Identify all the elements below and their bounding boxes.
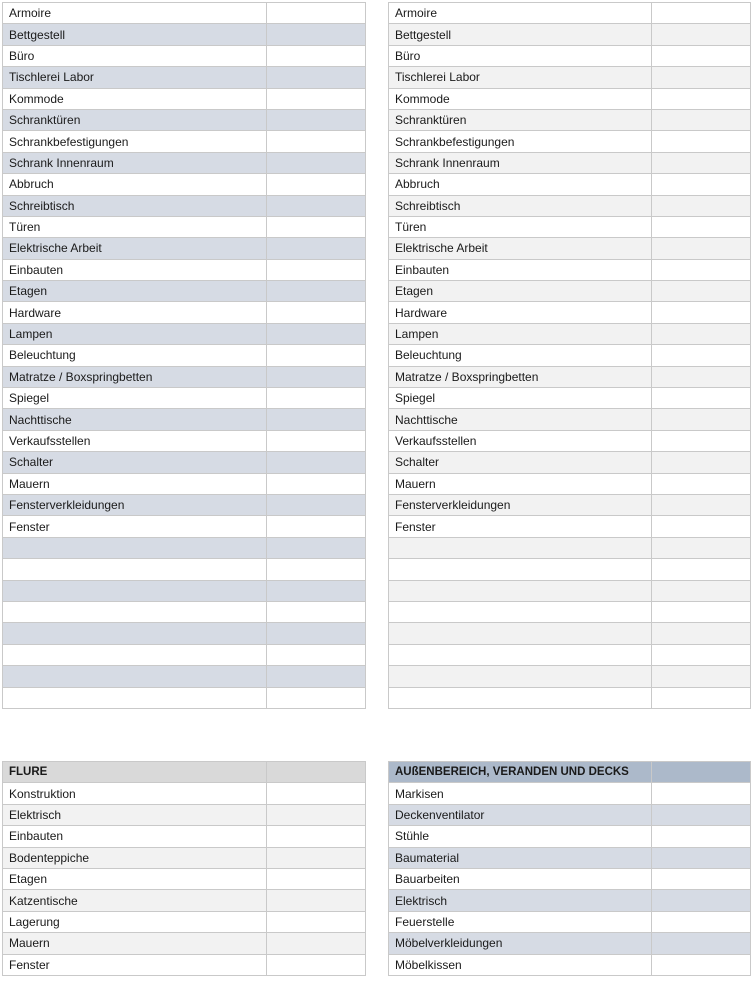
table-row xyxy=(389,345,751,366)
item-value-cell[interactable] xyxy=(267,345,366,366)
item-label: Mauern xyxy=(389,473,652,494)
item-value-cell[interactable] xyxy=(652,24,751,45)
item-label: Schrankbefestigungen xyxy=(3,131,267,152)
item-label: Lampen xyxy=(3,323,267,344)
table-row xyxy=(3,954,366,975)
item-value-cell[interactable] xyxy=(267,559,366,580)
table-row xyxy=(3,473,366,494)
table-row xyxy=(389,152,751,173)
table-row xyxy=(389,409,751,430)
item-value-cell[interactable] xyxy=(267,302,366,323)
table-row xyxy=(389,88,751,109)
table-row xyxy=(389,644,751,665)
table-row xyxy=(3,933,366,954)
item-value-cell[interactable] xyxy=(652,687,751,708)
item-value-cell[interactable] xyxy=(267,131,366,152)
item-label: Elektrische Arbeit xyxy=(389,238,652,259)
item-label: Verkaufsstellen xyxy=(389,430,652,451)
table-row xyxy=(3,537,366,558)
item-value-cell[interactable] xyxy=(652,666,751,687)
item-label xyxy=(389,644,652,665)
table-row xyxy=(3,494,366,515)
item-label: Fensterverkleidungen xyxy=(389,494,652,515)
item-value-cell[interactable] xyxy=(267,494,366,515)
item-label: Türen xyxy=(3,216,267,237)
table-row xyxy=(389,216,751,237)
table-row xyxy=(3,868,366,889)
item-value-cell[interactable] xyxy=(652,216,751,237)
table-row xyxy=(389,559,751,580)
table-row xyxy=(3,67,366,88)
item-value-cell[interactable] xyxy=(267,366,366,387)
item-label: Büro xyxy=(3,45,267,66)
item-value-cell[interactable] xyxy=(652,644,751,665)
item-label: Schalter xyxy=(389,452,652,473)
table-row xyxy=(389,580,751,601)
item-value-cell[interactable] xyxy=(652,3,751,24)
flure-header-title: FLURE xyxy=(3,762,267,783)
item-value-cell[interactable] xyxy=(652,494,751,515)
item-label: Elektrisch xyxy=(389,890,652,911)
table-row xyxy=(3,687,366,708)
item-value-cell[interactable] xyxy=(267,3,366,24)
flure-header-row xyxy=(3,762,366,783)
item-value-cell[interactable] xyxy=(267,687,366,708)
item-value-cell[interactable] xyxy=(652,88,751,109)
item-label: Stühle xyxy=(389,826,652,847)
table-row xyxy=(3,516,366,537)
item-value-cell[interactable] xyxy=(267,259,366,280)
item-label: Einbauten xyxy=(389,259,652,280)
item-label: Möbelverkleidungen xyxy=(389,933,652,954)
item-label: Beleuchtung xyxy=(3,345,267,366)
item-label xyxy=(389,537,652,558)
table-row xyxy=(389,687,751,708)
table-row xyxy=(389,537,751,558)
item-label: Fenster xyxy=(3,954,267,975)
table-row xyxy=(3,826,366,847)
table-row xyxy=(3,109,366,130)
item-value-cell[interactable] xyxy=(267,430,366,451)
item-label: Armoire xyxy=(3,3,267,24)
item-value-cell[interactable] xyxy=(652,826,751,847)
item-value-cell[interactable] xyxy=(267,623,366,644)
item-label: Abbruch xyxy=(389,174,652,195)
table-row xyxy=(3,847,366,868)
item-label: Fensterverkleidungen xyxy=(3,494,267,515)
item-value-cell[interactable] xyxy=(267,847,366,868)
item-label: Büro xyxy=(389,45,652,66)
item-value-cell[interactable] xyxy=(267,388,366,409)
item-value-cell[interactable] xyxy=(652,409,751,430)
item-value-cell[interactable] xyxy=(267,933,366,954)
item-value-cell[interactable] xyxy=(267,174,366,195)
table-row xyxy=(389,890,751,911)
item-value-cell[interactable] xyxy=(652,345,751,366)
item-label: Tischlerei Labor xyxy=(389,67,652,88)
item-value-cell[interactable] xyxy=(267,109,366,130)
table-row xyxy=(389,430,751,451)
item-value-cell[interactable] xyxy=(267,911,366,932)
item-label xyxy=(3,601,267,622)
item-label: Etagen xyxy=(389,281,652,302)
item-label: Konstruktion xyxy=(3,783,267,804)
table-row xyxy=(3,238,366,259)
item-label xyxy=(3,687,267,708)
item-value-cell[interactable] xyxy=(267,868,366,889)
item-value-cell[interactable] xyxy=(267,601,366,622)
item-label: Baumaterial xyxy=(389,847,652,868)
item-label: Elektrisch xyxy=(3,804,267,825)
item-label: Mauern xyxy=(3,933,267,954)
item-label: Mauern xyxy=(3,473,267,494)
item-label: Markisen xyxy=(389,783,652,804)
item-value-cell[interactable] xyxy=(652,868,751,889)
table-row xyxy=(389,131,751,152)
item-label: Feuerstelle xyxy=(389,911,652,932)
flure-table xyxy=(2,761,366,976)
item-label: Bettgestell xyxy=(3,24,267,45)
table-row xyxy=(3,911,366,932)
item-label: Matratze / Boxspringbetten xyxy=(389,366,652,387)
item-label: Beleuchtung xyxy=(389,345,652,366)
item-value-cell[interactable] xyxy=(267,537,366,558)
table-row xyxy=(3,388,366,409)
item-label: Armoire xyxy=(389,3,652,24)
table-row xyxy=(389,67,751,88)
item-label: Schreibtisch xyxy=(3,195,267,216)
item-label xyxy=(389,559,652,580)
table-row xyxy=(389,623,751,644)
table-row xyxy=(389,388,751,409)
table-row xyxy=(3,804,366,825)
item-label: Hardware xyxy=(3,302,267,323)
table-row xyxy=(3,366,366,387)
item-value-cell[interactable] xyxy=(652,302,751,323)
item-value-cell[interactable] xyxy=(652,601,751,622)
table-row xyxy=(3,3,366,24)
item-label: Katzentische xyxy=(3,890,267,911)
table-row xyxy=(389,804,751,825)
table-row xyxy=(389,323,751,344)
item-label: Elektrische Arbeit xyxy=(3,238,267,259)
table-row xyxy=(389,238,751,259)
item-label xyxy=(389,666,652,687)
item-value-cell[interactable] xyxy=(267,452,366,473)
item-label xyxy=(3,666,267,687)
item-label: Etagen xyxy=(3,281,267,302)
table-row xyxy=(389,174,751,195)
item-label: Matratze / Boxspringbetten xyxy=(3,366,267,387)
table-row xyxy=(3,601,366,622)
table-row xyxy=(389,847,751,868)
item-value-cell[interactable] xyxy=(652,323,751,344)
table-row xyxy=(389,783,751,804)
item-value-cell[interactable] xyxy=(652,259,751,280)
table-row xyxy=(389,109,751,130)
item-label xyxy=(389,601,652,622)
item-value-cell[interactable] xyxy=(267,88,366,109)
item-value-cell[interactable] xyxy=(652,452,751,473)
item-value-cell[interactable] xyxy=(267,45,366,66)
item-value-cell[interactable] xyxy=(267,783,366,804)
item-label: Schrank Innenraum xyxy=(389,152,652,173)
table-row xyxy=(3,345,366,366)
item-label: Schranktüren xyxy=(389,109,652,130)
table-row xyxy=(389,666,751,687)
item-label: Spiegel xyxy=(3,388,267,409)
table-row xyxy=(389,933,751,954)
item-value-cell[interactable] xyxy=(267,666,366,687)
item-value-cell[interactable] xyxy=(652,174,751,195)
table-row xyxy=(3,195,366,216)
table-row xyxy=(3,259,366,280)
item-value-cell[interactable] xyxy=(652,152,751,173)
item-label: Kommode xyxy=(3,88,267,109)
item-value-cell[interactable] xyxy=(652,580,751,601)
item-value-cell[interactable] xyxy=(267,281,366,302)
table-row xyxy=(3,430,366,451)
table-row xyxy=(3,152,366,173)
table-row xyxy=(3,623,366,644)
item-value-cell[interactable] xyxy=(267,323,366,344)
item-label xyxy=(389,623,652,644)
item-value-cell[interactable] xyxy=(267,152,366,173)
item-label: Spiegel xyxy=(389,388,652,409)
item-value-cell[interactable] xyxy=(652,238,751,259)
item-value-cell[interactable] xyxy=(652,516,751,537)
table-row xyxy=(389,494,751,515)
table-row xyxy=(3,281,366,302)
item-label xyxy=(3,644,267,665)
table-row xyxy=(3,409,366,430)
table-row xyxy=(389,3,751,24)
item-label xyxy=(389,687,652,708)
item-label: Einbauten xyxy=(3,259,267,280)
item-value-cell[interactable] xyxy=(652,195,751,216)
table-row xyxy=(389,601,751,622)
item-label: Kommode xyxy=(389,88,652,109)
item-value-cell[interactable] xyxy=(652,783,751,804)
item-value-cell[interactable] xyxy=(267,238,366,259)
item-label: Abbruch xyxy=(3,174,267,195)
table-row xyxy=(389,826,751,847)
flure-header-blank xyxy=(267,762,366,783)
checklist-table-right xyxy=(388,2,751,709)
table-row xyxy=(389,954,751,975)
item-value-cell[interactable] xyxy=(267,890,366,911)
item-value-cell[interactable] xyxy=(652,366,751,387)
item-value-cell[interactable] xyxy=(652,67,751,88)
item-label: Etagen xyxy=(3,868,267,889)
table-row xyxy=(389,24,751,45)
table-row xyxy=(389,868,751,889)
item-value-cell[interactable] xyxy=(652,933,751,954)
item-value-cell[interactable] xyxy=(267,473,366,494)
item-label: Nachttische xyxy=(3,409,267,430)
table-row xyxy=(3,24,366,45)
table-row xyxy=(3,216,366,237)
table-row xyxy=(3,174,366,195)
item-value-cell[interactable] xyxy=(652,131,751,152)
item-value-cell[interactable] xyxy=(267,195,366,216)
item-label xyxy=(3,559,267,580)
table-row xyxy=(389,195,751,216)
item-value-cell[interactable] xyxy=(267,216,366,237)
item-value-cell[interactable] xyxy=(267,24,366,45)
item-value-cell[interactable] xyxy=(267,804,366,825)
item-label: Bettgestell xyxy=(389,24,652,45)
table-row xyxy=(389,366,751,387)
table-row xyxy=(3,559,366,580)
item-label xyxy=(3,580,267,601)
table-row xyxy=(389,302,751,323)
table-row xyxy=(3,45,366,66)
table-row xyxy=(389,259,751,280)
item-value-cell[interactable] xyxy=(652,890,751,911)
table-row xyxy=(3,890,366,911)
item-value-cell[interactable] xyxy=(267,409,366,430)
item-value-cell[interactable] xyxy=(652,537,751,558)
item-value-cell[interactable] xyxy=(267,580,366,601)
table-row xyxy=(3,88,366,109)
table-row xyxy=(389,516,751,537)
item-value-cell[interactable] xyxy=(652,911,751,932)
item-label: Fenster xyxy=(3,516,267,537)
item-value-cell[interactable] xyxy=(652,559,751,580)
table-row xyxy=(389,911,751,932)
item-label: Schrank Innenraum xyxy=(3,152,267,173)
item-label xyxy=(3,537,267,558)
item-value-cell[interactable] xyxy=(652,954,751,975)
aussen-header-blank xyxy=(652,762,751,783)
item-label: Deckenventilator xyxy=(389,804,652,825)
item-label xyxy=(3,623,267,644)
item-label: Nachttische xyxy=(389,409,652,430)
item-value-cell[interactable] xyxy=(267,67,366,88)
item-label xyxy=(389,580,652,601)
item-value-cell[interactable] xyxy=(267,516,366,537)
item-value-cell[interactable] xyxy=(652,847,751,868)
item-label: Hardware xyxy=(389,302,652,323)
table-row xyxy=(3,302,366,323)
table-row xyxy=(389,473,751,494)
item-value-cell[interactable] xyxy=(652,473,751,494)
checklist-table-left xyxy=(2,2,366,709)
item-label: Fenster xyxy=(389,516,652,537)
table-row xyxy=(3,580,366,601)
item-label: Bodenteppiche xyxy=(3,847,267,868)
item-value-cell[interactable] xyxy=(652,109,751,130)
aussen-table xyxy=(388,761,751,976)
table-row xyxy=(389,281,751,302)
item-value-cell[interactable] xyxy=(267,644,366,665)
item-label: Schrankbefestigungen xyxy=(389,131,652,152)
item-value-cell[interactable] xyxy=(652,430,751,451)
table-row xyxy=(389,45,751,66)
item-value-cell[interactable] xyxy=(267,954,366,975)
table-row xyxy=(3,644,366,665)
item-label: Möbelkissen xyxy=(389,954,652,975)
item-label: Verkaufsstellen xyxy=(3,430,267,451)
item-label: Lagerung xyxy=(3,911,267,932)
item-value-cell[interactable] xyxy=(652,804,751,825)
item-label: Schranktüren xyxy=(3,109,267,130)
item-value-cell[interactable] xyxy=(652,623,751,644)
item-label: Lampen xyxy=(389,323,652,344)
item-value-cell[interactable] xyxy=(267,826,366,847)
table-row xyxy=(3,131,366,152)
item-label: Einbauten xyxy=(3,826,267,847)
item-label: Bauarbeiten xyxy=(389,868,652,889)
item-label: Türen xyxy=(389,216,652,237)
item-label: Schreibtisch xyxy=(389,195,652,216)
table-row xyxy=(3,452,366,473)
aussen-header-title: AUßENBEREICH, VERANDEN UND DECKS xyxy=(389,762,652,783)
item-label: Tischlerei Labor xyxy=(3,67,267,88)
table-row xyxy=(3,323,366,344)
table-row xyxy=(3,783,366,804)
item-value-cell[interactable] xyxy=(652,45,751,66)
table-row xyxy=(3,666,366,687)
table-row xyxy=(389,452,751,473)
aussen-header-row xyxy=(389,762,751,783)
item-value-cell[interactable] xyxy=(652,388,751,409)
item-label: Schalter xyxy=(3,452,267,473)
item-value-cell[interactable] xyxy=(652,281,751,302)
